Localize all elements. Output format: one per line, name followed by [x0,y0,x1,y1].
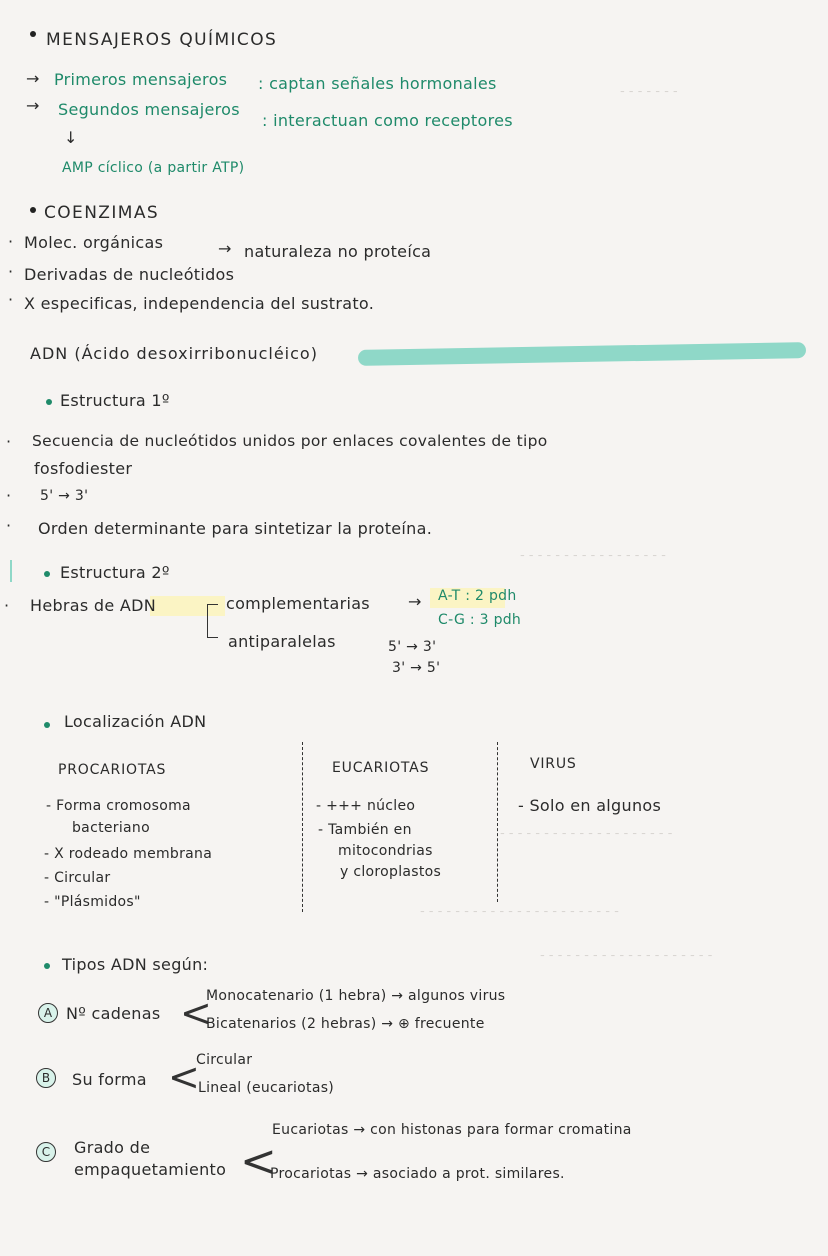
segundos-text: : interactuan como receptores [262,111,513,130]
bullet-small: · [6,516,12,535]
bracket-shape [207,604,218,638]
tipos-c-text-l2: empaquetamiento [74,1160,227,1179]
amp-text: AMP cíclico (a partir ATP) [62,160,245,176]
bleed-text: - - - - - - - [620,84,678,99]
bullet-dot [44,571,50,577]
bleed-text: - - - - - - - - - - - - - - - - - - - - [540,948,713,963]
procariotas-header: PROCARIOTAS [58,762,167,778]
arrow-icon: → [26,69,40,88]
coenzimas-item1-a: Molec. orgánicas [24,233,164,252]
bullet-small: · [8,290,14,309]
column-divider [302,742,303,912]
eucariotas-header: EUCARIOTAS [332,760,430,776]
bullet-small: · [4,596,10,615]
column-divider [497,742,498,902]
coenzimas-item3: X especificas, independencia del sustrato. [24,294,375,313]
tipos-c-opt2: Procariotas → asociado a prot. similares. [270,1166,565,1182]
tipos-b-opt1: Circular [196,1052,253,1068]
pair-cg: C-G : 3 pdh [438,612,522,628]
tipos-title: Tipos ADN según: [62,955,209,974]
tipos-a-opt2: Bicatenarios (2 hebras) → ⊕ frecuente [206,1016,485,1032]
procariotas-item: - "Plásmidos" [44,894,141,910]
estructura1-item3: Orden determinante para sintetizar la proteína. [38,519,433,538]
section-title-adn: ADN (Ácido desoxirribonucléico) [30,344,318,363]
brace-shape: < [180,991,212,1035]
complementarias-label: complementarias [226,594,370,613]
antiparalelas-label: antiparalelas [228,632,336,651]
bleed-text: - - - - - - - - - - - - - - - - - - - - - - - [420,904,619,919]
bullet-dot [46,399,52,405]
eucariotas-item: - +++ núcleo [316,798,416,814]
localizacion-title: Localización ADN [64,712,207,731]
arrow-icon: → [408,592,422,611]
down-arrow-icon: ↓ [64,128,78,147]
bullet-dot [44,722,50,728]
margin-mark [10,560,12,582]
brace-shape: < [168,1055,200,1099]
bullet-small: · [8,232,14,251]
estructura2-title: Estructura 2º [60,563,170,582]
bleed-text: - - - - - - - - - - - - - - - - - [520,548,666,563]
bullet-dot [44,963,50,969]
procariotas-item: - X rodeado membrana [44,846,213,862]
tipos-b-text: Su forma [72,1070,147,1089]
estructura1-item2: 5' → 3' [40,488,89,504]
bullet-small: · [8,262,14,281]
bullet-small: · [6,486,12,505]
direction-1: 5' → 3' [388,639,437,655]
label-b-circle: B [36,1068,56,1088]
tipos-a-text: Nº cadenas [66,1004,161,1023]
bullet-small: · [6,432,12,451]
estructura1-item1-l1: Secuencia de nucleótidos unidos por enlaces covalentes de tipo [32,432,548,450]
estructura1-item1-l2: fosfodiester [34,459,133,478]
hebras-label: Hebras de ADN [30,596,157,615]
coenzimas-item1-b: naturaleza no proteíca [244,242,432,261]
virus-header: VIRUS [530,756,577,772]
tipos-c-opt1: Eucariotas → con histonas para formar cromatina [272,1122,632,1138]
virus-item: - Solo en algunos [518,796,662,815]
tipos-b-opt2: Lineal (eucariotas) [198,1080,335,1096]
label-c-circle: C [36,1142,56,1162]
procariotas-item: bacteriano [72,820,150,836]
direction-2: 3' → 5' [392,660,441,676]
procariotas-item: - Forma cromosoma [46,798,191,814]
arrow-icon: → [26,96,40,115]
eucariotas-item: - También en [318,822,412,838]
coenzimas-item2: Derivadas de nucleótidos [24,265,235,284]
label-a-circle: A [38,1003,58,1023]
pair-at: A-T : 2 pdh [438,588,517,604]
procariotas-item: - Circular [44,870,111,886]
bullet-dot [30,31,36,37]
highlighter-stroke [358,342,806,366]
bleed-text: - - - - - - - - - - - - - - - - - - - - [500,826,673,841]
tipos-a-opt1: Monocatenario (1 hebra) → algunos virus [206,988,506,1004]
primeros-text: : captan señales hormonales [258,74,497,93]
eucariotas-item: mitocondrias [338,843,433,859]
section-title-coenzimas: COENZIMAS [44,203,160,223]
tipos-c-text-l1: Grado de [74,1138,151,1157]
bullet-dot [30,207,36,213]
arrow-icon: → [218,239,232,258]
estructura1-title: Estructura 1º [60,391,170,410]
section-title-mensajeros: MENSAJEROS QUÍMICOS [46,30,278,50]
primeros-label: Primeros mensajeros [54,70,228,89]
brace-shape: < [240,1136,277,1187]
segundos-label: Segundos mensajeros [58,100,240,119]
eucariotas-item: y cloroplastos [340,864,442,880]
